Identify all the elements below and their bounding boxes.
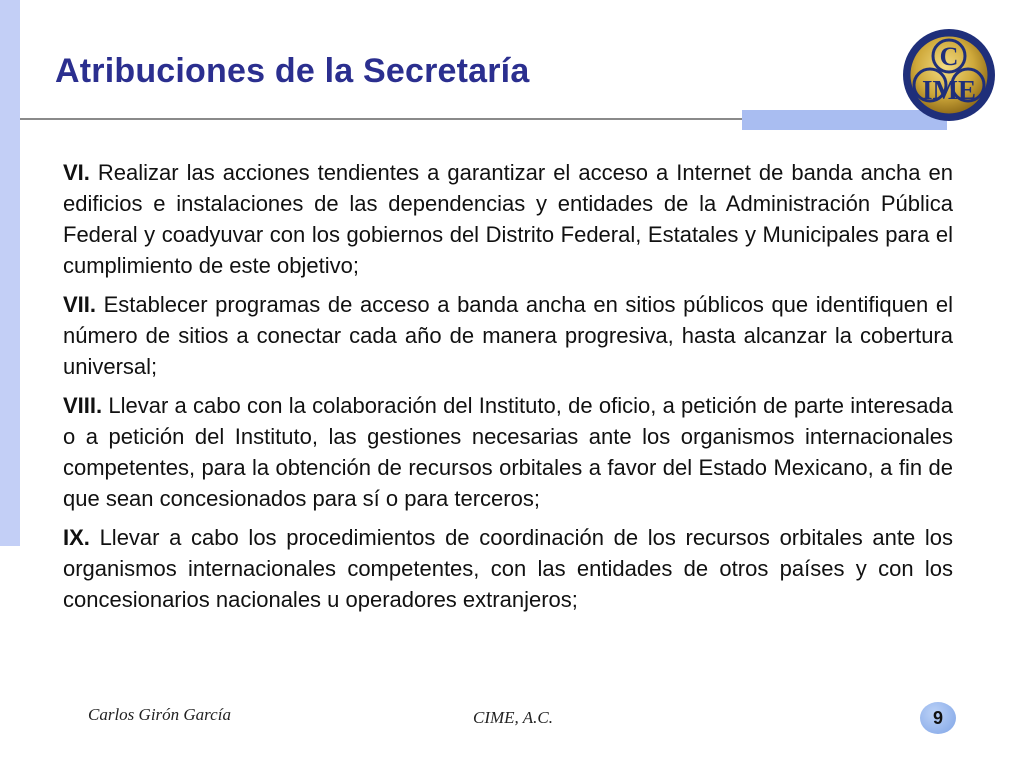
footer-organization: CIME, A.C. bbox=[473, 708, 553, 727]
left-decorative-bar bbox=[0, 0, 20, 546]
slide-title: Atribuciones de la Secretaría bbox=[55, 52, 530, 90]
logo-letter-c: C bbox=[939, 42, 959, 71]
paragraph-vi bbox=[63, 157, 953, 281]
page-number: 9 bbox=[932, 707, 943, 728]
paragraph-text: Establecer programas de acceso a banda ancha en sitios públicos que identifiquen el número de sitios a conectar cada año de manera progresiva, hasta alcanzar la cobertura universal; bbox=[63, 292, 953, 379]
paragraph-text: Realizar las acciones tendientes a garantizar el acceso a Internet de banda ancha en edificios e instalaciones de las dependencias y entidades de la Administración Pública Federal y coadyuvar con los gobiernos del Distrito Federal, Estatales y Municipales para el cumplimiento de este objetivo; bbox=[63, 160, 953, 278]
paragraph-ix bbox=[63, 522, 953, 615]
cime-logo bbox=[893, 22, 1005, 126]
paragraph-text: Llevar a cabo los procedimientos de coordinación de los recursos orbitales ante los organismos internacionales competentes, con las entidades de otros países y con los concesionarios nacionales u operadores extranjeros; bbox=[63, 525, 953, 612]
paragraph-vii bbox=[63, 289, 953, 382]
paragraph-number: VII. bbox=[63, 292, 97, 317]
paragraph-viii bbox=[63, 390, 953, 514]
slide-body bbox=[63, 157, 953, 623]
logo-letters-ime: IME bbox=[922, 75, 976, 105]
paragraph-text: Llevar a cabo con la colaboración del Instituto, de oficio, a petición de parte interesada o a petición del Instituto, las gestiones necesarias ante los organismos internacionales competentes, para la obtención de recursos orbitales a favor del Estado Mexicano, a fin de que sean concesionados para sí o para terceros; bbox=[63, 393, 953, 511]
paragraph-number: VIII. bbox=[63, 393, 103, 418]
paragraph-number: VI. bbox=[63, 160, 90, 185]
paragraph-number: IX. bbox=[63, 525, 90, 550]
page-number-badge bbox=[920, 702, 956, 734]
footer-author: Carlos Girón García bbox=[88, 705, 231, 724]
